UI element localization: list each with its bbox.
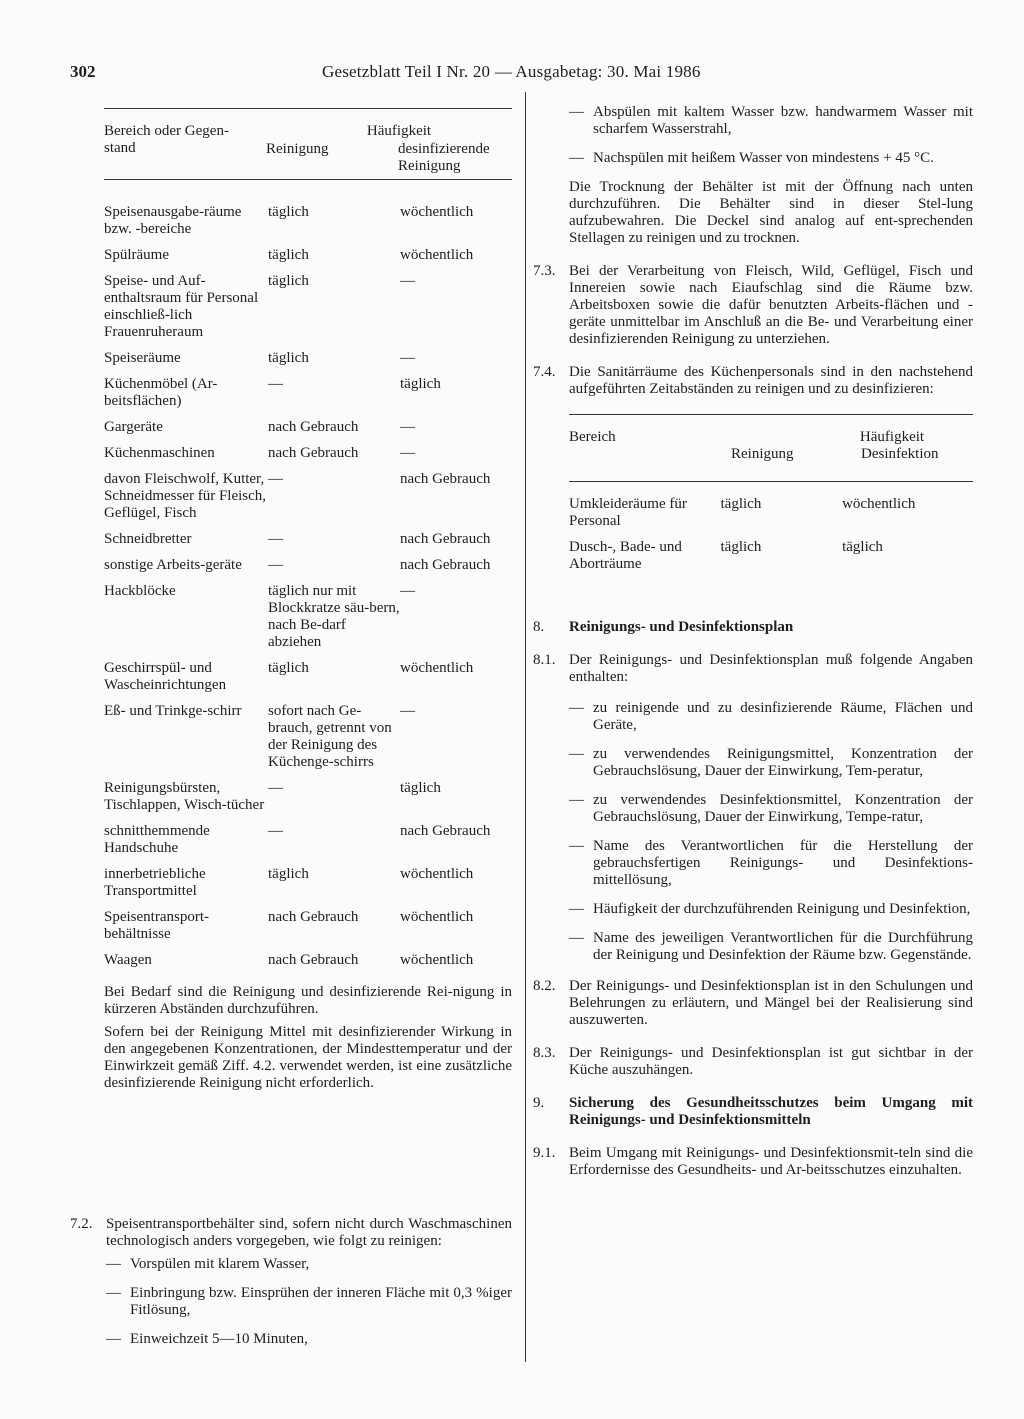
cleaning-cell: sofort nach Ge-brauch, getrennt von der Reinigung des Küchenge-schirrs: [268, 703, 392, 770]
area-cell: Dusch-, Bade- und Aborträume: [569, 539, 682, 572]
section-9: [533, 1095, 973, 1129]
cleaning-cell: nach Gebrauch: [268, 909, 359, 925]
section-title: Reinigungs- und Desinfektionsplan: [569, 619, 794, 635]
section-number: 8.2.: [533, 978, 556, 994]
section-number: 8.3.: [533, 1045, 556, 1061]
list-item: — Häufigkeit der durchzuführenden Reinigung und Desinfektion,: [569, 901, 971, 917]
cleaning-cell: —: [268, 557, 283, 573]
section-text: Der Reinigungs- und Desinfektionsplan ist gut sichtbar in der Küche auszuhängen.: [569, 1045, 973, 1078]
table-row: [569, 539, 973, 573]
area-cell: Gargeräte: [104, 419, 163, 435]
section-number: 8.1.: [533, 652, 556, 668]
cleaning-cell: täglich: [268, 273, 309, 289]
section-text: Der Reinigungs- und Desinfektionsplan muß folgende Angaben enthalten:: [569, 652, 973, 685]
disinfecting-cell: wöchentlich: [400, 952, 474, 968]
cleaning-cell: —: [268, 471, 283, 487]
section-text: Der Reinigungs- und Desinfektionsplan ist in den Schulungen und Belehrungen zu erläutern, und Mängel bei der Realisierung sind auszuwerten.: [569, 978, 973, 1028]
disinfecting-cell: täglich: [400, 376, 441, 392]
header-disinfection: Desinfektion: [861, 446, 939, 462]
table-row: [104, 583, 512, 651]
area-cell: Spülräume: [104, 247, 169, 263]
section-number: 9.1.: [533, 1145, 556, 1161]
disinfecting-cell: wöchentlich: [400, 660, 474, 676]
table-row: [104, 204, 512, 238]
disinfecting-cell: —: [400, 350, 415, 366]
area-cell: Umkleideräume für Personal: [569, 496, 687, 529]
header-cleaning: Reinigung: [731, 446, 794, 462]
sanitary-table-header: [569, 415, 973, 481]
section-7-2: [70, 1216, 512, 1360]
disinfecting-cell: wöchentlich: [400, 247, 474, 263]
cleaning-cell: täglich: [268, 247, 309, 263]
header-frequency: Häufigkeit: [859, 429, 925, 445]
table-row: [104, 273, 512, 341]
left-table-header: [104, 109, 512, 179]
area-cell: Reinigungsbürsten, Tischlappen, Wisch-tücher: [104, 780, 265, 813]
cleaning-cell: täglich: [720, 539, 762, 555]
table-row: [104, 780, 512, 814]
cleaning-cell: —: [268, 780, 283, 796]
area-cell: davon Fleischwolf, Kutter, Schneidmesser für Fleisch, Geflügel, Fisch: [104, 471, 267, 521]
disinfecting-cell: wöchentlich: [400, 909, 474, 925]
area-cell: schnitthemmende Handschuhe: [104, 823, 210, 856]
section-number: 9.: [533, 1095, 545, 1111]
disinfecting-cell: —: [400, 703, 415, 719]
disinfecting-cell: —: [400, 273, 415, 289]
section-8-2: [533, 978, 973, 1029]
area-cell: Speisentransport-behältnisse: [104, 909, 209, 942]
section-8-3: [533, 1045, 973, 1079]
list-item: — zu verwendendes Desinfektionsmittel, Konzentration der Gebrauchslösung, Dauer der Einwirkung, Tempe-ratur,: [569, 792, 973, 825]
disinfecting-cell: —: [400, 583, 415, 599]
section-8-1: [533, 652, 973, 964]
area-cell: innerbetriebliche Transportmittel: [104, 866, 206, 899]
area-cell: Schneidbretter: [104, 531, 192, 547]
list-item: — Abspülen mit kaltem Wasser bzw. handwarmem Wasser mit scharfem Wasserstrahl,: [569, 104, 973, 137]
table-row: [104, 471, 512, 522]
section-8: [533, 619, 973, 636]
paragraph: Die Trocknung der Behälter ist mit der Öffnung nach unten durchzuführen. Die Behälter sind in dieser Stel-lung aufzubewahren. Die Deckel sind analog auf ent-sprechenden Stellagen zu reinigen und zu trocknen.: [569, 179, 973, 246]
disinfection-cell: wöchentlich: [842, 496, 916, 512]
area-cell: Speise- und Auf-enthaltsraum für Personal einschließ-lich Frauenruheraum: [104, 273, 259, 340]
table-row: [104, 703, 512, 771]
list-item: — Name des jeweiligen Verantwortlichen für die Durchführung der Reinigung und Desinfektion der Räume bzw. Gegenstände.: [569, 930, 973, 963]
list-item: — Nachspülen mit heißem Wasser von mindestens + 45 °C.: [569, 150, 934, 166]
cleaning-cell: täglich: [268, 866, 309, 882]
header-title: Gesetzblatt Teil I Nr. 20 — Ausgabetag: 30. Mai 1986: [322, 62, 701, 81]
list-item: — Einbringung bzw. Einsprühen der inneren Fläche mit 0,3 %iger Fitlösung,: [106, 1285, 512, 1318]
section-title: Sicherung des Gesundheitsschutzes beim Umgang mit Reinigungs- und Desinfektionsmitteln: [569, 1095, 973, 1128]
table-row: [104, 247, 512, 264]
table-row: [104, 376, 512, 410]
left-table-body: [104, 204, 512, 969]
disinfecting-cell: täglich: [400, 780, 441, 796]
cleaning-cell: täglich: [268, 660, 309, 676]
table-row: [104, 531, 512, 548]
table-row: [104, 419, 512, 436]
page-header: [70, 62, 970, 88]
table-row: [104, 445, 512, 462]
header-area: Bereich: [569, 429, 616, 445]
section-7-3: [533, 263, 973, 348]
area-cell: Speisenausgabe-räume bzw. -bereiche: [104, 204, 242, 237]
section-text: Speisentransportbehälter sind, sofern nicht durch Waschmaschinen technologisch anders vorgegeben, wie folgt zu reinigen:: [106, 1216, 512, 1249]
left-column: [104, 108, 512, 1098]
paragraph: Sofern bei der Reinigung Mittel mit desinfizierender Wirkung in den angegebenen Konzentrationen, der Mindesttemperatur und der Einwirkzeit gemäß Ziff. 4.2. verwendet werden, ist eine zusätzliche desinfizierende Reinigung nicht erforderlich.: [104, 1024, 512, 1091]
table-row: [569, 496, 973, 530]
disinfecting-cell: nach Gebrauch: [400, 531, 491, 547]
cleaning-cell: —: [268, 376, 283, 392]
section-text: Die Sanitärräume des Küchenpersonals sind in den nachstehend aufgeführten Zeitabständen zu reinigen und zu desinfizieren:: [569, 364, 973, 397]
list-item: — Name des Verantwortlichen für die Herstellung der gebrauchsfertigen Reinigungs- und Desinfektions-mittellösung,: [569, 838, 973, 888]
header-frequency: Häufigkeit: [366, 123, 432, 139]
header-cleaning: Reinigung: [266, 141, 329, 157]
list-item: — Vorspülen mit klarem Wasser,: [106, 1256, 310, 1272]
header-area: Bereich oder Gegen-stand: [104, 123, 229, 156]
section-9-1: [533, 1145, 973, 1179]
section-number: 8.: [533, 619, 545, 635]
table-row: [104, 909, 512, 943]
cleaning-cell: nach Gebrauch: [268, 445, 359, 461]
disinfecting-cell: nach Gebrauch: [400, 823, 491, 839]
sanitary-table-body: [569, 496, 973, 573]
table-row: [104, 557, 512, 574]
cleaning-cell: nach Gebrauch: [268, 952, 359, 968]
table-row: [104, 823, 512, 857]
area-cell: sonstige Arbeits-geräte: [104, 557, 242, 573]
disinfecting-cell: wöchentlich: [400, 866, 474, 882]
table-row: [104, 660, 512, 694]
table-row: [104, 866, 512, 900]
area-cell: Küchenmaschinen: [104, 445, 215, 461]
paragraph: Bei Bedarf sind die Reinigung und desinfizierende Rei-nigung in kürzeren Abständen durchzuführen.: [104, 984, 512, 1017]
cleaning-cell: täglich: [268, 350, 309, 366]
column-divider: [525, 92, 526, 1362]
disinfecting-cell: nach Gebrauch: [400, 557, 491, 573]
list-item: — Einweichzeit 5—10 Minuten,: [106, 1331, 308, 1347]
area-cell: Waagen: [104, 952, 152, 968]
disinfecting-cell: —: [400, 445, 415, 461]
section-number: 7.3.: [533, 263, 556, 279]
cleaning-cell: —: [268, 823, 283, 839]
area-cell: Eß- und Trinkge-schirr: [104, 703, 242, 719]
section-text: Bei der Verarbeitung von Fleisch, Wild, Geflügel, Fisch und Innereien sowie nach Eiaufschlag sind die Räume bzw. Arbeitsboxen sowie die dafür benutzten Arbeits-flächen und -geräte unmittelbar im Anschluß an die Be- und Verarbeitung einer desinfizierenden Reinigung zu unterziehen.: [569, 263, 973, 347]
area-cell: Hackblöcke: [104, 583, 176, 599]
header-disinfecting: desinfizierende Reinigung: [398, 141, 490, 174]
disinfection-cell: täglich: [842, 539, 883, 555]
cleaning-cell: täglich: [720, 496, 762, 512]
table-row: [104, 350, 512, 367]
list-item: — zu verwendendes Reinigungsmittel, Konzentration der Gebrauchslösung, Dauer der Einwirkung, Tem-peratur,: [569, 746, 973, 779]
disinfecting-cell: nach Gebrauch: [400, 471, 491, 487]
section-number: 7.2.: [70, 1216, 93, 1232]
cleaning-cell: täglich: [268, 204, 309, 220]
section-number: 7.4.: [533, 364, 556, 380]
table-row: [104, 952, 512, 969]
list-item: — zu reinigende und zu desinfizierende Räume, Flächen und Geräte,: [569, 700, 973, 733]
area-cell: Geschirrspül- und Wascheinrichtungen: [104, 660, 227, 693]
page-number: 302: [70, 62, 96, 81]
right-column: [533, 104, 973, 1185]
section-7-4: [533, 364, 973, 573]
disinfecting-cell: —: [400, 419, 415, 435]
cleaning-cell: nach Gebrauch: [268, 419, 359, 435]
area-cell: Speiseräume: [104, 350, 181, 366]
cleaning-cell: —: [268, 531, 283, 547]
section-text: Beim Umgang mit Reinigungs- und Desinfektionsmit-teln sind die Erfordernisse des Gesundheits- und Ar-beitsschutzes einzuhalten.: [569, 1145, 973, 1178]
disinfecting-cell: wöchentlich: [400, 204, 474, 220]
area-cell: Küchenmöbel (Ar-beitsflächen): [104, 376, 218, 409]
cleaning-cell: täglich nur mit Blockkratze säu-bern, nach Be-darf abziehen: [268, 583, 400, 650]
